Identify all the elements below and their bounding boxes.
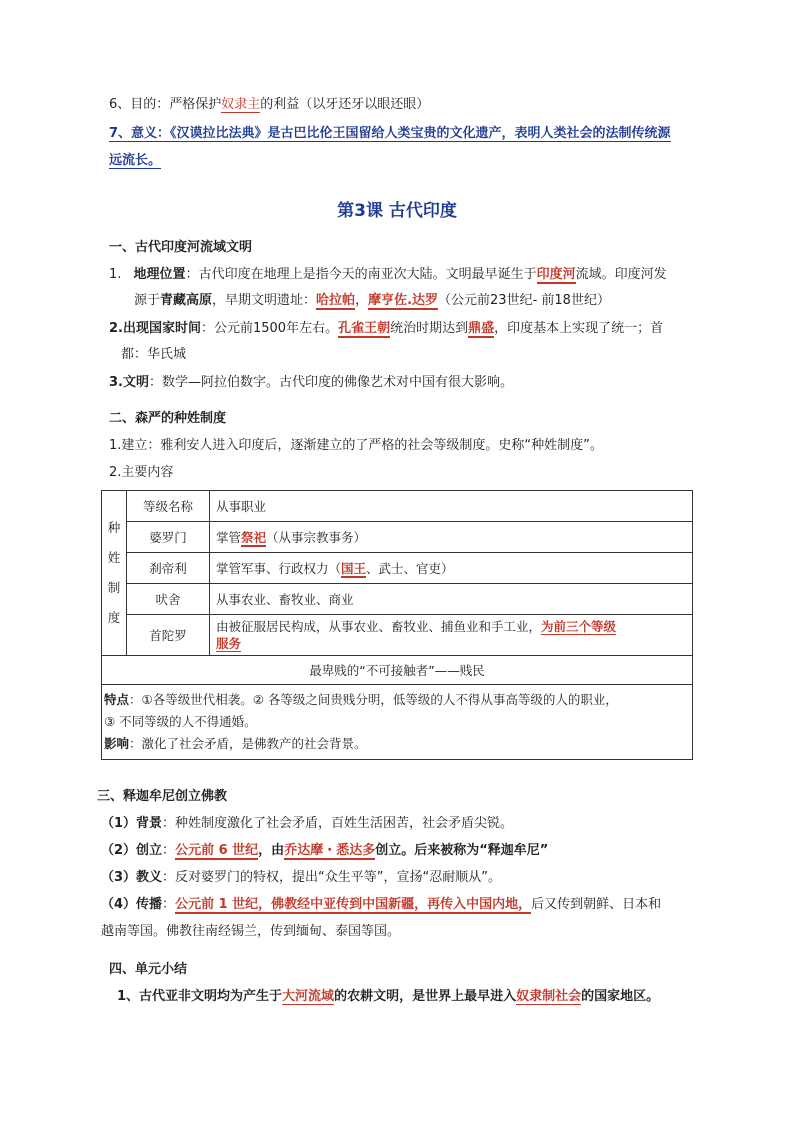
- civ-line: [109, 374, 513, 392]
- list-number: 1.: [109, 267, 122, 282]
- section-3-heading: 三、释迦牟尼创立佛教: [97, 789, 228, 804]
- doctrine-label: （3）教义: [101, 870, 163, 885]
- geo-label: 地理位置: [133, 267, 186, 282]
- section-1-heading: 一、古代印度河流域文明: [109, 240, 253, 255]
- state-text: ：公元前1500年左右。: [200, 321, 339, 336]
- side-char: 种: [107, 520, 121, 535]
- job-text: 掌管: [216, 530, 242, 545]
- spread-text-2: 后又传到朝鲜、日本和: [531, 897, 662, 912]
- table-row: [102, 491, 693, 522]
- caste-level: 吠舍: [127, 584, 210, 615]
- side-char: 制: [107, 580, 121, 595]
- caste-job: [210, 553, 693, 584]
- create-text: ：: [162, 843, 176, 858]
- caste-job: [210, 522, 693, 553]
- spread-label: （4）传播: [101, 897, 163, 912]
- table-row: [102, 685, 693, 760]
- caste-level: 首陀罗: [127, 615, 210, 656]
- job-text: 由被征服居民构成，从事农业、畜牧业、捕鱼业和手工业，: [216, 619, 542, 634]
- lowest-caste: 最卑贱的“不可接触者”——贱民: [102, 656, 693, 685]
- caste-job: [210, 615, 693, 656]
- geo-text-2: 流域。印度河发: [575, 267, 667, 282]
- meaning-text-2: 远流长。: [109, 153, 162, 168]
- section-4-heading: 四、单元小结: [109, 962, 188, 977]
- job-highlight: 祭祀: [241, 530, 267, 545]
- caste-content-label: 2.主要内容: [109, 465, 174, 480]
- job-text-end: （从事宗教事务）: [266, 530, 367, 545]
- table-row: [102, 615, 693, 656]
- purpose-line: [109, 96, 429, 114]
- geo-line-2: [134, 292, 610, 310]
- state-line-2: 都：华氏城: [121, 347, 187, 362]
- buddhism-spread-2: 越南等国。佛教往南经锡兰，传到缅甸、泰国等国。: [101, 924, 401, 939]
- comma: ，: [355, 293, 369, 308]
- side-char: 姓: [107, 550, 121, 565]
- state-text-2: 统治时期达到: [390, 321, 469, 336]
- job-text-end: 、武士、官吏）: [366, 561, 454, 576]
- caste-job: 从事农业、畜牧业、商业: [210, 584, 693, 615]
- table-row: [102, 553, 693, 584]
- founder-highlight: 乔达摩・悉达多: [284, 843, 376, 858]
- summary-line: [117, 988, 659, 1006]
- purpose-text: 6、目的：严格保护: [109, 97, 222, 112]
- buddhism-creation: [101, 842, 548, 860]
- bg-text: ：种姓制度激化了社会矛盾，百姓生活困苦，社会矛盾尖锐。: [162, 816, 514, 831]
- job-highlight-2: 服务: [216, 636, 242, 651]
- river-highlight: 大河流域: [282, 989, 335, 1004]
- tibet-plateau: 青藏高原: [160, 293, 213, 308]
- meaning-line-1: [109, 125, 671, 143]
- caste-table: [101, 490, 693, 760]
- header-level: 等级名称: [127, 491, 210, 522]
- geo-text: ：古代印度在地理上是指今天的南亚次大陆。文明最早诞生于: [185, 267, 537, 282]
- table-row: [102, 656, 693, 685]
- table-row: [102, 522, 693, 553]
- purpose-highlight: 奴隶主: [221, 97, 261, 112]
- harappa-highlight: 哈拉帕: [316, 293, 356, 308]
- feature-text-2: ③ 不同等级的人不得通婚。: [104, 714, 257, 729]
- buddhism-spread: [101, 896, 661, 914]
- caste-level: 刹帝利: [127, 553, 210, 584]
- feature-text-1: ：①各等级世代相袭。② 各等级之间贵贱分明，低等级的人不得从事高等级的人的职业，: [129, 692, 618, 707]
- side-char: 度: [107, 610, 121, 625]
- meaning-text-1: 7、意义：《汉谟拉比法典》是古巴比伦王国留给人类宝贵的文化遗产，表明人类社会的法制传统源: [109, 126, 671, 141]
- purpose-text-end: 的利益（以牙还牙以眼还眼）: [260, 97, 430, 112]
- state-label: 2.出现国家时间: [109, 321, 201, 336]
- job-text: 掌管军事、行政权力（: [216, 561, 342, 576]
- create-text-2: ，由: [258, 843, 285, 858]
- buddhism-doctrine: [101, 869, 501, 887]
- spread-text: ：: [162, 897, 176, 912]
- era-range: （公元前23世纪- 前18世纪）: [438, 293, 610, 308]
- mohenjodaro-highlight: 摩亨佐.达罗: [368, 293, 439, 308]
- indus-highlight: 印度河: [536, 267, 576, 282]
- geo-text-4: ，早期文明遗址：: [212, 293, 317, 308]
- job-highlight: 国王: [341, 561, 367, 576]
- meaning-line-2: [109, 152, 161, 170]
- geo-line-1: [109, 266, 667, 284]
- spread-highlight: 公元前 1 世纪，佛教经中亚传到中国新疆，再传入中国内地，: [175, 897, 532, 912]
- table-row: [102, 584, 693, 615]
- impact-text: ：激化了社会矛盾，是佛教产的社会背景。: [129, 736, 367, 751]
- state-line-1: [109, 320, 663, 338]
- civ-label: 3.文明: [109, 375, 149, 390]
- summary-text-2: 的农耕文明，是世界上最早进入: [334, 989, 517, 1004]
- peak-highlight: 鼎盛: [468, 321, 495, 336]
- header-job: 从事职业: [210, 491, 693, 522]
- geo-text-3: 源于: [134, 293, 161, 308]
- caste-establish: 1.建立：雅利安人进入印度后，逐渐建立的了严格的社会等级制度。史称“种姓制度”。: [109, 438, 603, 453]
- doctrine-text: ：反对婆罗门的特权，提出“众生平等”，宣扬“忍耐顺从”。: [162, 870, 501, 885]
- summary-text-3: 的国家地区。: [581, 989, 660, 1004]
- slavery-highlight: 奴隶制社会: [516, 989, 582, 1004]
- create-label: （2）创立: [101, 843, 163, 858]
- impact-label: 影响: [104, 736, 130, 751]
- state-text-3: ，印度基本上实现了统一；首: [494, 321, 664, 336]
- bg-label: （1）背景: [101, 816, 163, 831]
- create-text-3: 创立。后来被称为“释迦牟尼”: [375, 843, 549, 858]
- features-cell: [102, 685, 693, 760]
- lesson-title: 第3课 古代印度: [337, 201, 457, 221]
- section-2-heading: 二、森严的种姓制度: [109, 411, 227, 426]
- caste-level: 婆罗门: [127, 522, 210, 553]
- caste-side-label: [102, 491, 127, 656]
- maurya-highlight: 孔雀王朝: [338, 321, 391, 336]
- buddhism-background: [101, 815, 513, 833]
- feature-label: 特点: [104, 692, 130, 707]
- summary-text: 1、古代亚非文明均为产生于: [117, 989, 283, 1004]
- job-highlight: 为前三个等级: [541, 619, 617, 634]
- civ-text: ：数学—阿拉伯数字。古代印度的佛像艺术对中国有很大影响。: [148, 375, 513, 390]
- date-highlight: 公元前 6 世纪: [175, 843, 259, 858]
